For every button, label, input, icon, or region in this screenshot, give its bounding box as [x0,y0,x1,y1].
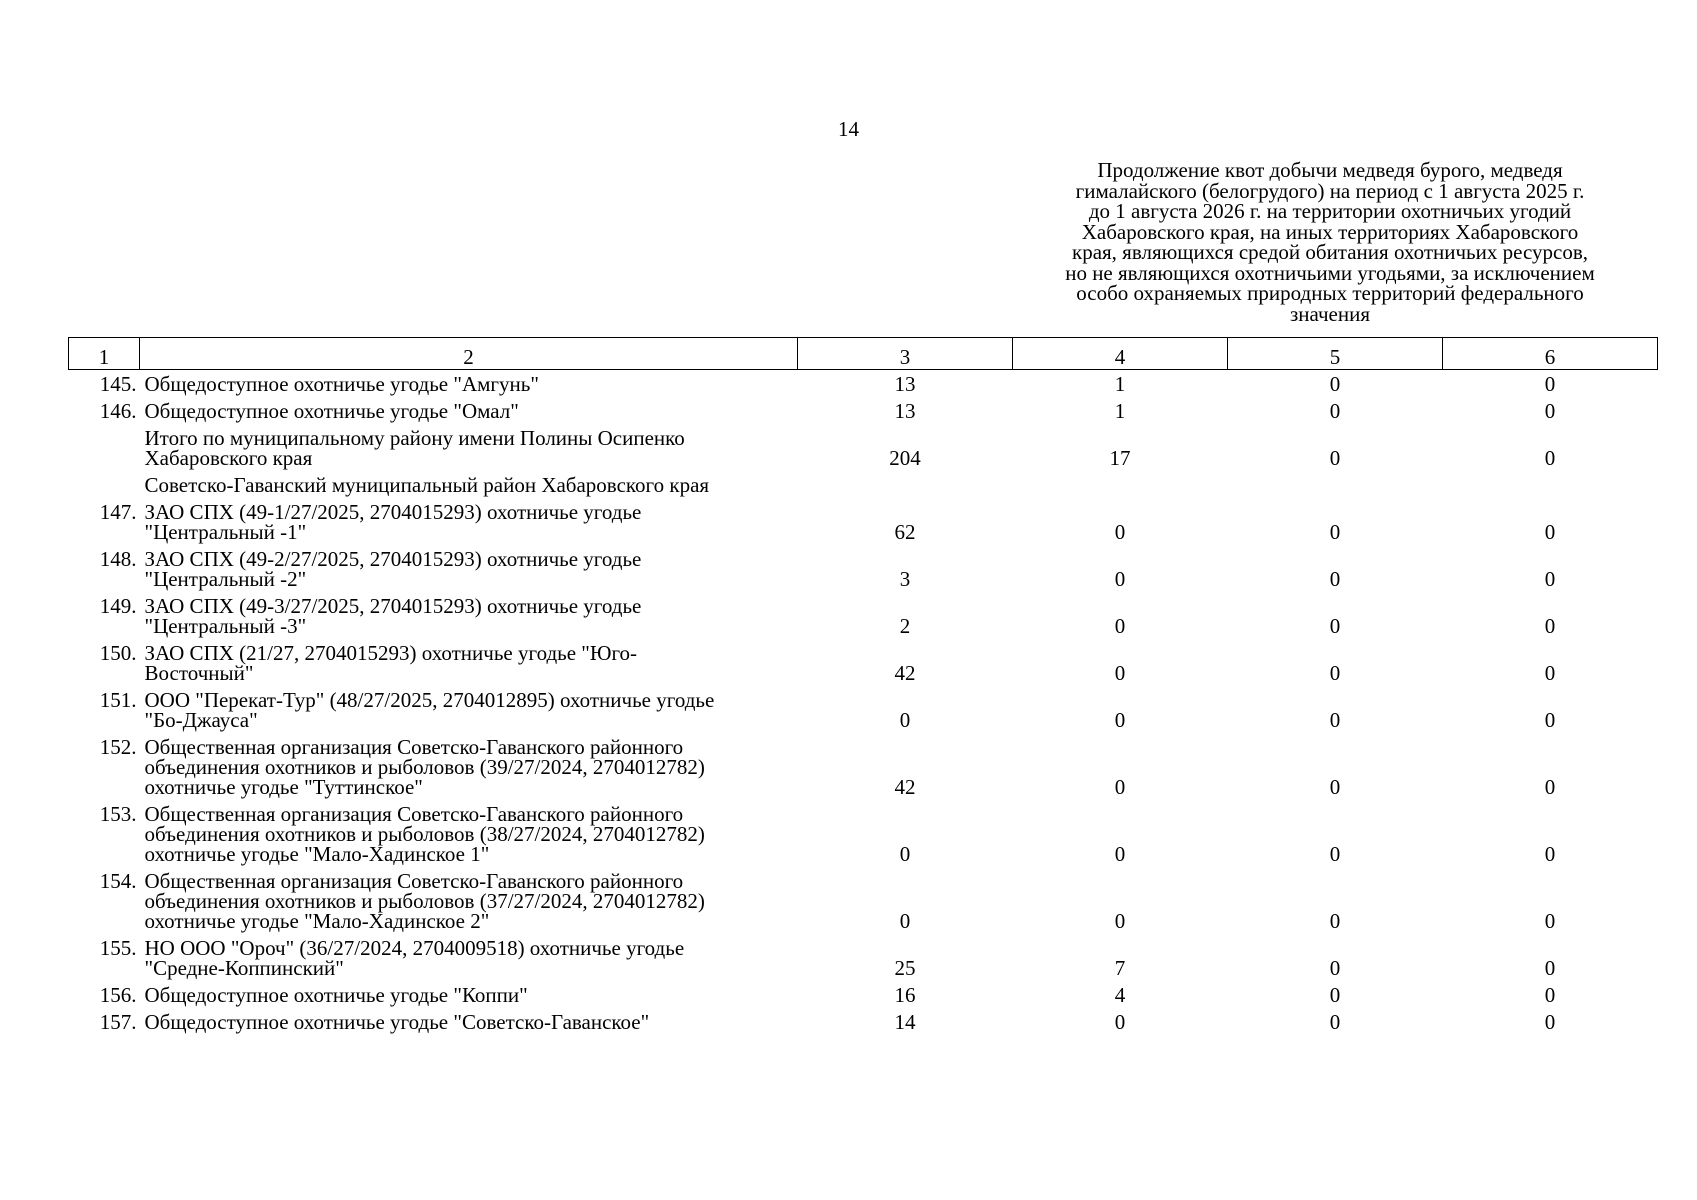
quota-value-c4: 0 [1114,708,1126,732]
heading-line: Хабаровского края, на иных территориях Хабаровского [1081,219,1579,244]
name-line: ЗАО СПХ (21/27, 2704015293) охотничье угодье "Юго- [144,641,638,665]
name-line: охотничье угодье "Туттинское" [144,775,423,799]
quota-value-c4: 0 [1114,661,1126,685]
quota-value-c4: 0 [1114,909,1126,933]
name-line: "Центральный -2" [144,567,307,591]
quota-value-c5: 0 [1329,708,1341,732]
hunting-ground-name [140,639,798,686]
name-line: Восточный" [144,661,254,685]
table-row [69,934,1658,981]
hunting-ground-name [140,981,798,1008]
name-line: "Средне-Коппинский" [144,956,344,980]
table-row [69,686,1658,733]
name-line: Хабаровского края [144,446,313,470]
quota-value-c4: 0 [1114,775,1126,799]
table-row [69,545,1658,592]
table-row [69,424,1658,471]
column-header-5: 5 [1228,338,1443,370]
quota-value-c3: 0 [899,842,911,866]
column-header-4: 4 [1013,338,1228,370]
table-row [69,471,1658,498]
hunting-ground-name [140,471,798,498]
row-number: 150. [99,641,137,665]
quota-value-c4: 17 [1109,446,1131,470]
name-line: Общедоступное охотничье угодье "Коппи" [144,983,528,1007]
quota-value-c5: 0 [1329,956,1341,980]
quota-value-c6: 0 [1544,708,1556,732]
quota-value-c6: 0 [1544,446,1556,470]
quota-value-c3: 13 [894,372,916,396]
row-number: 151. [99,688,137,712]
hunting-ground-name [140,934,798,981]
row-number: 147. [99,500,137,524]
name-line: "Центральный -1" [144,520,307,544]
quota-value-c4: 1 [1114,372,1126,396]
column-header-1: 1 [69,338,140,370]
name-line: объединения охотников и рыболовов (37/27/2024, 2704012782) [144,889,705,913]
quota-value-c3 [798,471,1013,498]
quota-value-c3: 2 [899,614,911,638]
quota-value-c4: 1 [1114,399,1126,423]
name-line: Итого по муниципальному району имени Полины Осипенко [144,426,685,450]
table-row [69,733,1658,800]
table-row [69,592,1658,639]
name-line: Общедоступное охотничье угодье "Амгунь" [144,372,539,396]
hunting-ground-name [140,424,798,471]
quota-value-c3: 0 [899,708,911,732]
row-number [69,471,140,498]
row-number: 157. [99,1010,137,1034]
quota-value-c3: 42 [894,775,916,799]
row-number: 149. [99,594,137,618]
name-line: "Центральный -3" [144,614,307,638]
hunting-ground-name [140,800,798,867]
quota-value-c3: 3 [899,567,911,591]
quota-value-c4: 4 [1114,983,1126,1007]
name-line: Общедоступное охотничье угодье "Омал" [144,399,519,423]
column-header-2: 2 [140,338,798,370]
quota-value-c4: 0 [1114,520,1126,544]
heading-line: до 1 августа 2026 г. на территории охотничьих угодий [1088,199,1572,223]
quota-value-c6: 0 [1544,1010,1556,1034]
name-line: ЗАО СПХ (49-3/27/2025, 2704015293) охотничье угодье [144,594,642,618]
hunting-ground-name [140,370,798,398]
quota-value-c4: 0 [1114,842,1126,866]
row-number: 153. [99,802,137,826]
quota-value-c5: 0 [1329,399,1341,423]
hunting-ground-name [140,686,798,733]
quota-value-c5: 0 [1329,520,1341,544]
name-line: Общественная организация Советско-Гаванского районного [144,735,684,759]
heading-line: особо охраняемых природных территорий федерального [1076,281,1584,305]
hunting-ground-name [140,397,798,424]
row-number: 152. [99,735,137,759]
quota-value-c5: 0 [1329,1010,1341,1034]
quota-value-c6: 0 [1544,909,1556,933]
quota-value-c3: 13 [894,399,916,423]
column-number-row [69,338,1658,370]
table-continuation-heading [1010,160,1650,324]
name-line: объединения охотников и рыболовов (39/27/2024, 2704012782) [144,755,705,779]
hunting-ground-name [140,592,798,639]
name-line: охотничье угодье "Мало-Хадинское 1" [144,842,490,866]
table-row [69,397,1658,424]
quota-value-c3: 14 [894,1010,916,1034]
quota-value-c6 [1443,471,1658,498]
hunting-ground-name [140,867,798,934]
quota-value-c3: 42 [894,661,916,685]
name-line: НО ООО "Ороч" (36/27/2024, 2704009518) охотничье угодье [144,936,685,960]
quota-value-c5 [1228,471,1443,498]
quota-table [68,337,1658,1035]
quota-value-c6: 0 [1544,520,1556,544]
name-line: ЗАО СПХ (49-1/27/2025, 2704015293) охотничье угодье [144,500,642,524]
quota-value-c5: 0 [1329,842,1341,866]
name-line: ООО "Перекат-Тур" (48/27/2025, 2704012895) охотничье угодье [144,688,715,712]
table-row [69,981,1658,1008]
row-number: 155. [99,936,137,960]
table-row [69,639,1658,686]
heading-line: значения [1289,301,1371,326]
quota-value-c6: 0 [1544,775,1556,799]
hunting-ground-name [140,733,798,800]
quota-value-c3: 25 [894,956,916,980]
row-number: 148. [99,547,137,571]
heading-line: гималайского (белогрудого) на период с 1 августа 2025 г. [1075,178,1585,203]
quota-value-c6: 0 [1544,661,1556,685]
heading-line: края, являющихся средой обитания охотничьих ресурсов, [1072,240,1588,264]
quota-value-c6: 0 [1544,372,1556,396]
hunting-ground-name [140,1008,798,1035]
quota-value-c4: 0 [1114,614,1126,638]
name-line: объединения охотников и рыболовов (38/27/2024, 2704012782) [144,822,705,846]
quota-value-c4: 7 [1114,956,1126,980]
quota-value-c5: 0 [1329,909,1341,933]
column-header-3: 3 [798,338,1013,370]
hunting-ground-name [140,545,798,592]
row-number: 146. [99,399,137,423]
quota-value-c5: 0 [1329,567,1341,591]
name-line: Общественная организация Советско-Гаванского районного [144,869,684,893]
row-number: 154. [99,869,137,893]
name-line: Общедоступное охотничье угодье "Советско-Гаванское" [144,1010,650,1034]
page-number: 14 [838,117,859,141]
quota-value-c3: 16 [894,983,916,1007]
quota-value-c4: 0 [1114,567,1126,591]
quota-value-c5: 0 [1329,983,1341,1007]
quota-value-c6: 0 [1544,614,1556,638]
table-row [69,867,1658,934]
hunting-ground-name [140,498,798,545]
quota-value-c6: 0 [1544,842,1556,866]
quota-value-c3: 204 [889,446,921,470]
quota-value-c4: 0 [1114,1010,1126,1034]
quota-value-c6: 0 [1544,956,1556,980]
column-header-6: 6 [1443,338,1658,370]
table-row [69,1008,1658,1035]
quota-value-c5: 0 [1329,661,1341,685]
quota-value-c5: 0 [1329,775,1341,799]
quota-value-c3: 0 [899,909,911,933]
name-line: Советско-Гаванский муниципальный район Хабаровского края [144,473,710,497]
name-line: охотничье угодье "Мало-Хадинское 2" [144,909,490,933]
quota-value-c4 [1013,471,1228,498]
quota-value-c6: 0 [1544,983,1556,1007]
table-row [69,370,1658,398]
name-line: Общественная организация Советско-Гаванского районного [144,802,684,826]
name-line: ЗАО СПХ (49-2/27/2025, 2704015293) охотничье угодье [144,547,642,571]
table-row [69,498,1658,545]
quota-value-c5: 0 [1329,372,1341,396]
row-number: 145. [99,372,137,396]
heading-line: Продолжение квот добычи медведя бурого, медведя [1097,158,1563,182]
quota-value-c6: 0 [1544,399,1556,423]
row-number: 156. [99,983,137,1007]
table-row [69,800,1658,867]
name-line: "Бо-Джауса" [144,708,258,732]
row-number [69,424,140,471]
quota-value-c6: 0 [1544,567,1556,591]
quota-value-c3: 62 [894,520,916,544]
quota-value-c5: 0 [1329,446,1341,470]
heading-line: но не являющихся охотничьими угодьями, за исключением [1065,260,1595,285]
quota-value-c5: 0 [1329,614,1341,638]
